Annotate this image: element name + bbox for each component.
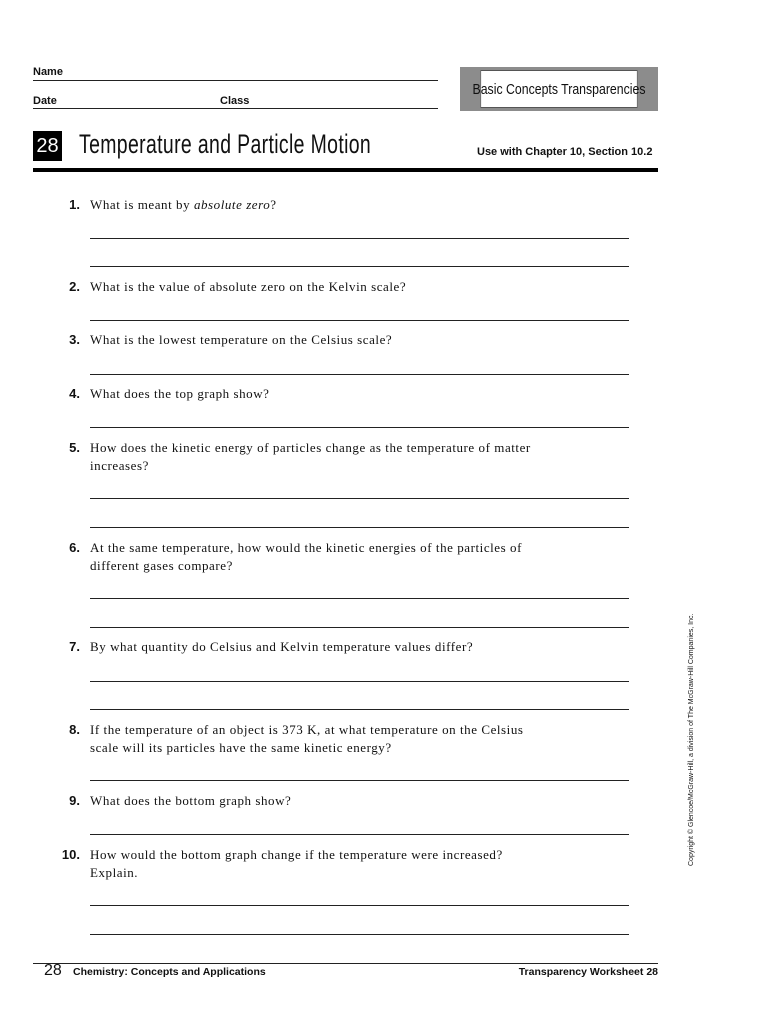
- name-line[interactable]: [33, 80, 438, 81]
- question-text: How does the kinetic energy of particles change as the temperature of matter increases?: [90, 440, 531, 473]
- question-number: 4.: [69, 386, 80, 401]
- date-label: Date: [33, 95, 57, 107]
- date-class-line[interactable]: [33, 108, 438, 109]
- series-badge-label: Basic Concepts Transparencies: [480, 70, 637, 108]
- question-text: What does the top graph show?: [90, 386, 270, 401]
- question-text: How would the bottom graph change if the temperature were increased? Explain.: [90, 847, 503, 880]
- answer-line[interactable]: [90, 627, 629, 628]
- name-label: Name: [33, 66, 63, 78]
- question-number: 10.: [61, 847, 80, 862]
- question-number: 3.: [69, 332, 80, 347]
- question-text: What is the value of absolute zero on the Kelvin scale?: [90, 279, 407, 294]
- answer-line[interactable]: [90, 709, 629, 710]
- question-number: 9.: [69, 793, 80, 808]
- footer-book-title: Chemistry: Concepts and Applications: [73, 966, 266, 978]
- use-with-note: Use with Chapter 10, Section 10.2: [477, 146, 653, 158]
- question-number: 5.: [69, 440, 80, 455]
- title-rule: [33, 168, 658, 172]
- series-badge: [460, 67, 658, 111]
- question-text: What is the lowest temperature on the Celsius scale?: [90, 332, 393, 347]
- page-title: Temperature and Particle Motion: [79, 129, 372, 159]
- answer-line[interactable]: [90, 238, 629, 239]
- answer-line[interactable]: [90, 934, 629, 935]
- question-number: 6.: [69, 540, 80, 555]
- answer-line[interactable]: [90, 834, 629, 835]
- answer-line[interactable]: [90, 374, 629, 375]
- question-number: 1.: [69, 197, 80, 212]
- question-text: At the same temperature, how would the kinetic energies of the particles of different gases compare?: [90, 540, 522, 573]
- question-text: By what quantity do Celsius and Kelvin temperature values differ?: [90, 639, 474, 654]
- copyright-notice: Copyright © Glencoe/McGraw-Hill, a division of The McGraw-Hill Companies, Inc.: [688, 613, 695, 866]
- worksheet-number-box: 28: [33, 131, 62, 161]
- answer-line[interactable]: [90, 598, 629, 599]
- answer-line[interactable]: [90, 498, 629, 499]
- footer-worksheet-label: Transparency Worksheet 28: [518, 966, 658, 978]
- answer-line[interactable]: [90, 681, 629, 682]
- footer-page-number: 28: [44, 962, 62, 979]
- answer-line[interactable]: [90, 427, 629, 428]
- answer-line[interactable]: [90, 905, 629, 906]
- question-number: 2.: [69, 279, 80, 294]
- answer-line[interactable]: [90, 527, 629, 528]
- question-number: 7.: [69, 639, 80, 654]
- answer-line[interactable]: [90, 780, 629, 781]
- class-label: Class: [220, 95, 250, 107]
- question-text: If the temperature of an object is 373 K, at what temperature on the Celsius scale will its particles have the same kinetic energy?: [90, 722, 524, 755]
- question-text: What does the bottom graph show?: [90, 793, 292, 808]
- answer-line[interactable]: [90, 320, 629, 321]
- question-text: What is meant by absolute zero?: [90, 197, 277, 212]
- question-number: 8.: [69, 722, 80, 737]
- answer-line[interactable]: [90, 266, 629, 267]
- footer-rule: [33, 963, 658, 964]
